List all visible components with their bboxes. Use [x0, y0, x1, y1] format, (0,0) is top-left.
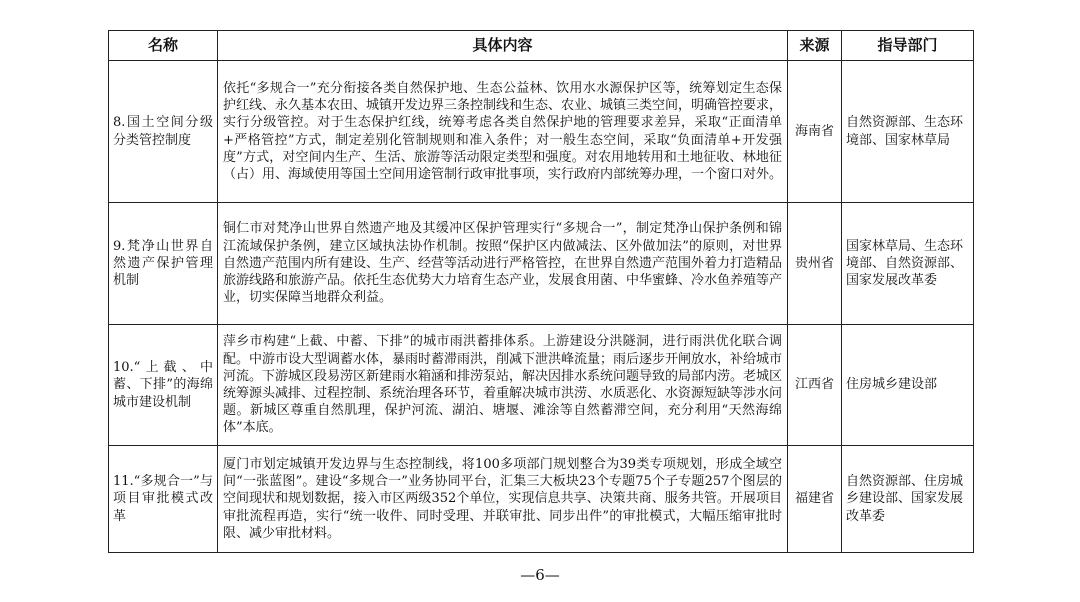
row-dept-cell: 住房城乡建设部	[842, 325, 974, 446]
row-name-cell: 11.“多规合一”与项目审批模式改革	[109, 446, 218, 553]
header-name: 名称	[109, 31, 218, 61]
policy-table	[108, 30, 974, 553]
header-content: 具体内容	[218, 31, 788, 61]
table-row	[109, 446, 974, 553]
row-content-cell: 萍乡市构建“上截、中蓄、下排”的城市雨洪蓄排体系。上游建设分洪隧洞，进行雨洪优化联合调配。中游市设大型调蓄水体，暴雨时蓄滞雨洪，削减下泄洪峰流量；雨后逐步开闸放水，补给城市河流。下游城区段易涝区新建雨水箱涵和排涝泵站，解决因排水系统问题导致的局部内涝。老城区统筹源头减排、过程控制、系统治理各环节，着重解决城市洪涝、水质恶化、水资源短缺等涉水问题。新城区尊重自然肌理，保护河流、湖泊、塘堰、滩涂等自然蓄滞空间，充分利用“天然海绵体”本底。	[218, 325, 788, 446]
row-source-cell: 江西省	[788, 325, 842, 446]
header-source: 来源	[788, 31, 842, 61]
table-row	[109, 61, 974, 203]
row-source-cell: 贵州省	[788, 203, 842, 325]
row-dept-cell: 自然资源部、住房城乡建设部、国家发展改革委	[842, 446, 974, 553]
row-content-cell: 厦门市划定城镇开发边界与生态控制线，将100多项部门规划整合为39类专项规划，形成全域空间“一张蓝图”。建设“多规合一”业务协同平台，汇集三大板块23个专题75个子专题257个图层的空间现状和规划数据，接入市区两级352个单位，实现信息共享、决策共商、服务共管。开展项目审批流程再造，实行“统一收件、同时受理、并联审批、同步出件”的审批模式，大幅压缩审批时限、减少审批材料。	[218, 446, 788, 553]
row-name-cell: 8.国土空间分级分类管控制度	[109, 61, 218, 203]
row-name-cell: 9.梵净山世界自然遗产保护管理机制	[109, 203, 218, 325]
header-dept: 指导部门	[842, 31, 974, 61]
row-content-cell: 依托“多规合一”充分衔接各类自然保护地、生态公益林、饮用水水源保护区等，统筹划定生态保护红线、永久基本农田、城镇开发边界三条控制线和生态、农业、城镇三类空间，明确管控要求，实行分级管控。对于生态保护红线，统筹考虑各类自然保护地的管理要求差异，采取“正面清单+严格管控”方式，制定差别化管制规则和准入条件；对一般生态空间，采取“负面清单+开发强度”方式，对空间内生产、生活、旅游等活动限定类型和强度。对农用地转用和土地征收、林地征（占）用、海域使用等国土空间用途管制行政审批事项，实行政府内部统筹办理，一个窗口对外。	[218, 61, 788, 203]
table-row	[109, 203, 974, 325]
row-name-cell: 10.“上截、中蓄、下排”的海绵城市建设机制	[109, 325, 218, 446]
row-content-cell: 铜仁市对梵净山世界自然遗产地及其缓冲区保护管理实行“多规合一”，制定梵净山保护条例和锦江流域保护条例，建立区域执法协作机制。按照“保护区内做减法、区外做加法”的原则，对世界自然遗产范围内所有建设、生产、经营等活动进行严格管控，在世界自然遗产范围外着力打造精品旅游线路和旅游产品。依托生态优势大力培育生态产业，发展食用菌、中华蜜蜂、冷水鱼养殖等产业，切实保障当地群众利益。	[218, 203, 788, 325]
table-header-row	[109, 31, 974, 61]
row-source-cell: 福建省	[788, 446, 842, 553]
row-dept-cell: 自然资源部、生态环境部、国家林草局	[842, 61, 974, 203]
row-source-cell: 海南省	[788, 61, 842, 203]
page-number: —6—	[520, 566, 560, 584]
table-row	[109, 325, 974, 446]
row-dept-cell: 国家林草局、生态环境部、自然资源部、国家发展改革委	[842, 203, 974, 325]
